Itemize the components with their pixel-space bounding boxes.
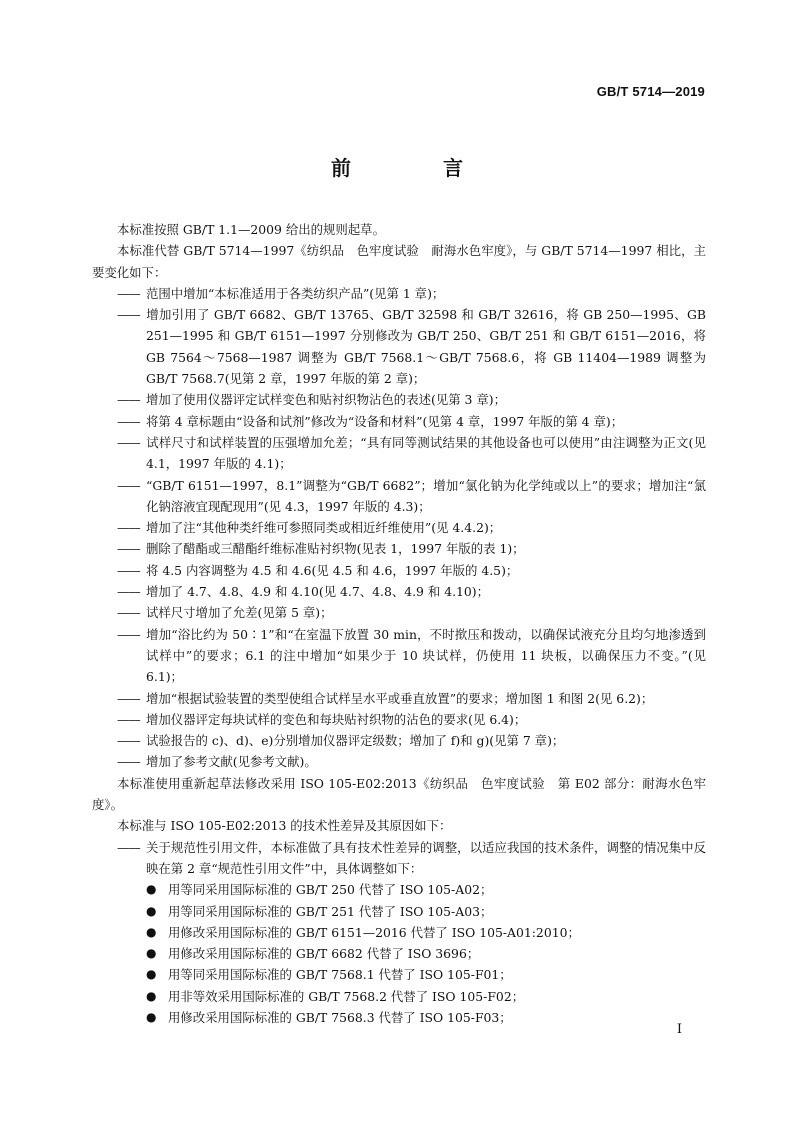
change-text: 增加了参考文献(见参考文献)。	[146, 754, 317, 770]
reference-item	[92, 879, 706, 900]
adoption-paragraph: 本标准使用重新起草法修改采用 ISO 105-E02:2013《纺织品 色牢度试验 第 E02 部分：耐海水色牢度》。	[92, 775, 706, 813]
bullet-icon: ●	[146, 967, 157, 982]
change-text: “GB/T 6151—1997，8.1”调整为“GB/T 6682”；增加“氯化钠为化学纯或以上”的要求；增加注“氯化钠溶液宜现配现用”(见 4.3，1997 年版的 4.3)；	[146, 477, 706, 514]
change-item	[92, 560, 706, 581]
change-item	[92, 517, 706, 538]
change-text: 增加了 4.7、4.8、4.9 和 4.10(见 4.7、4.8、4.9 和 4.10)；	[146, 584, 490, 600]
change-text: 增加仪器评定每块试样的变色和每块贴衬织物的沾色的要求(见 6.4)；	[146, 711, 527, 727]
change-item	[92, 751, 706, 772]
dash-mark: ——	[117, 754, 140, 770]
replacement-paragraph: 本标准代替 GB/T 5714—1997《纺织品 色牢度试验 耐海水色牢度》，与 GB/T 5714—1997 相比，主要变化如下：	[92, 243, 706, 280]
preface-body	[92, 219, 706, 1028]
intro-paragraph: 本标准按照 GB/T 1.1—2009 给出的规则起草。	[117, 222, 385, 237]
dash-mark: ——	[117, 285, 140, 301]
dash-mark: ——	[117, 584, 140, 600]
dash-mark: ——	[117, 605, 140, 621]
change-text: 试样尺寸和试样装置的压强增加允差；“具有同等测试结果的其他设备也可以使用”由注调整为正文(见 4.1，1997 年版的 4.1)；	[146, 434, 706, 472]
change-text: 增加“浴比约为 50∶1”和“在室温下放置 30 min，不时揿压和拨动，以确保试液充分且均匀地渗透到试样中”的要求；6.1 的注中增加“如果少于 10 块试样，仍使用 11 块板，以确保压力不变。”(见 6.1)；	[146, 626, 706, 685]
change-item	[92, 709, 706, 730]
change-text: 删除了醋酯或三醋酯纤维标准贴衬织物(见表 1，1997 年版的表 1)；	[146, 541, 525, 557]
dash-mark: ——	[117, 307, 140, 323]
reference-item	[92, 943, 706, 964]
bullet-icon: ●	[146, 882, 157, 897]
dash-mark: ——	[117, 541, 140, 557]
dash-mark: ——	[117, 626, 140, 642]
reference-item	[92, 922, 706, 943]
change-text: 将第 4 章标题由“设备和试剂”修改为“设备和材料”(见第 4 章，1997 年版的第 4 章)；	[146, 413, 624, 429]
change-text: 将 4.5 内容调整为 4.5 和 4.6(见 4.5 和 4.6，1997 年版的 4.5)；	[146, 562, 519, 578]
reference-text: 用等同采用国际标准的 GB/T 7568.1 代替了 ISO 105-F01；	[168, 967, 512, 983]
page-number: I	[676, 1022, 682, 1037]
differences-paragraph: 本标准与 ISO 105-E02:2013 的技术性差异及其原因如下：	[117, 818, 452, 834]
dash-mark: ——	[117, 690, 140, 706]
reference-text: 用等同采用国际标准的 GB/T 250 代替了 ISO 105-A02；	[168, 882, 493, 898]
change-item	[92, 304, 706, 389]
dash-mark: ——	[117, 733, 140, 749]
difference-item	[92, 837, 706, 880]
bullet-icon: ●	[146, 903, 157, 918]
reference-text: 用修改采用国际标准的 GB/T 7568.3 代替了 ISO 105-F03；	[168, 1009, 512, 1025]
change-text: 增加“根据试验装置的类型使组合试样呈水平或垂直放置”的要求；增加图 1 和图 2(见 6.2)；	[146, 690, 654, 706]
reference-item	[92, 1007, 706, 1028]
change-item	[92, 389, 706, 410]
reference-item	[92, 964, 706, 985]
change-item	[92, 730, 706, 751]
change-item	[92, 411, 706, 432]
dash-mark: ——	[117, 434, 140, 450]
dash-mark: ——	[117, 413, 140, 429]
change-item	[92, 688, 706, 709]
change-item	[92, 432, 706, 475]
change-item	[92, 475, 706, 518]
difference-text: 关于规范性引用文件，本标准做了具有技术性差异的调整，以适应我国的技术条件，调整的情况集中反映在第 2 章“规范性引用文件”中，具体调整如下：	[146, 839, 706, 876]
change-text: 范围中增加“本标准适用于各类纺织产品”(见第 1 章)；	[146, 285, 445, 301]
change-item	[92, 283, 706, 304]
reference-text: 用修改采用国际标准的 GB/T 6151—2016 代替了 ISO 105-A01:2010；	[168, 924, 580, 940]
reference-item	[92, 986, 706, 1007]
dash-mark: ——	[117, 520, 140, 536]
reference-item	[92, 901, 706, 922]
change-text: 增加了使用仪器评定试样变色和贴衬织物沾色的表述(见第 3 章)；	[146, 392, 506, 408]
standard-id: GB/T 5714—2019	[596, 84, 705, 99]
bullet-icon: ●	[146, 924, 157, 939]
change-text: 试样尺寸增加了允差(见第 5 章)；	[146, 605, 333, 621]
dash-mark: ——	[117, 562, 140, 578]
change-text: 试验报告的 c)、d)、e)分别增加仪器评定级数；增加了 f)和 g)(见第 7 章)；	[146, 733, 565, 749]
reference-text: 用非等效采用国际标准的 GB/T 7568.2 代替了 ISO 105-F02；	[168, 988, 525, 1004]
dash-mark: ——	[117, 392, 140, 408]
dash-mark: ——	[117, 711, 140, 727]
change-item	[92, 581, 706, 602]
page-title: 前 言	[331, 156, 499, 180]
change-item	[92, 602, 706, 623]
reference-text: 用修改采用国际标准的 GB/T 6682 代替了 ISO 3696；	[168, 946, 480, 962]
change-text: 增加了注“其他种类纤维可参照同类或相近纤维使用”(见 4.4.2)；	[146, 520, 502, 536]
bullet-icon: ●	[146, 988, 157, 1003]
reference-text: 用等同采用国际标准的 GB/T 251 代替了 ISO 105-A03；	[168, 903, 493, 919]
dash-mark: ——	[117, 477, 140, 493]
change-item	[92, 538, 706, 559]
bullet-icon: ●	[146, 946, 157, 961]
bullet-icon: ●	[146, 1009, 157, 1024]
change-item	[92, 624, 706, 688]
change-text: 增加引用了 GB/T 6682、GB/T 13765、GB/T 32598 和 GB/T 32616，将 GB 250—1995、GB 251—1995 和 GB/T 6151—1997 分别修改为 GB/T 250、GB/T 251 和 GB/T 6151—2016，将 GB 7564～7568—1987 调整为 GB/T 7568.1～GB/T 7568.6，将 GB 11404—1989 调整为 GB/T 7568.7(见第 2 章，1997 年版的第 2 章)；	[146, 307, 706, 387]
dash-mark: ——	[117, 839, 140, 855]
